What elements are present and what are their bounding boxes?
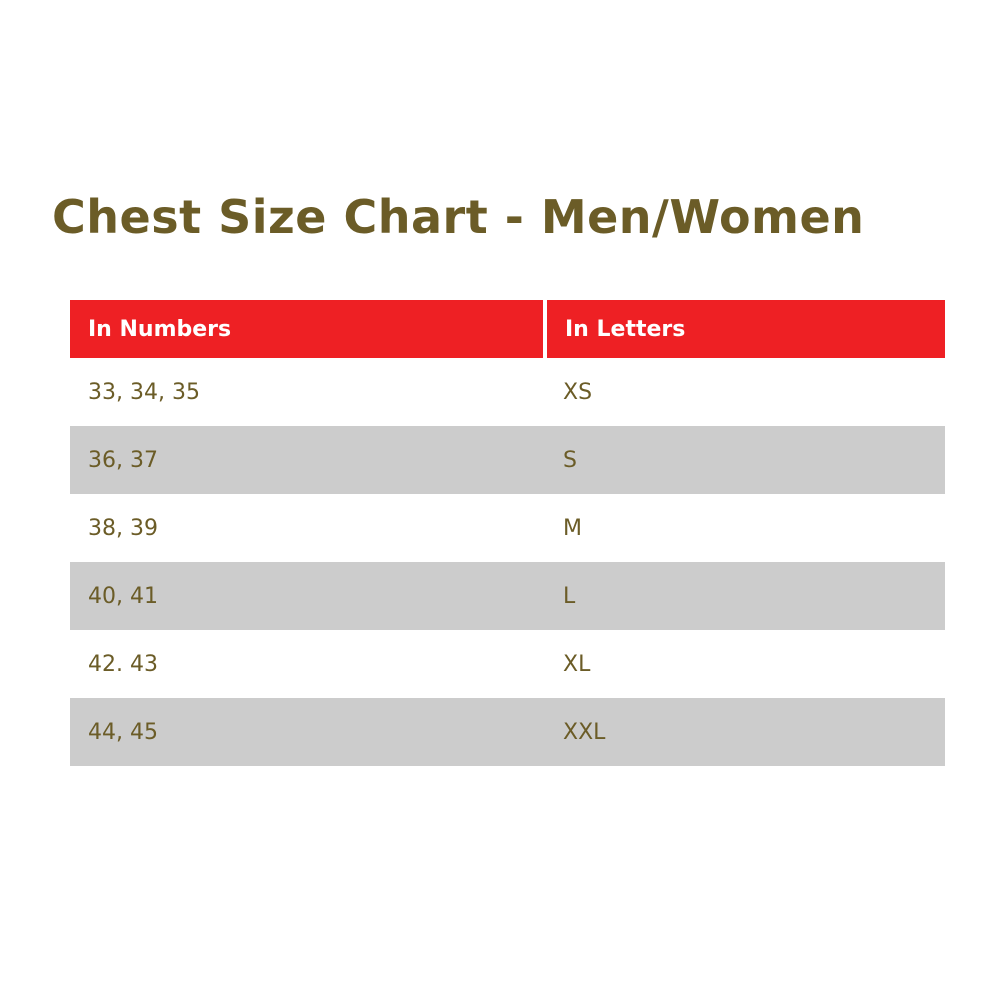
table-row <box>70 494 945 562</box>
table-row <box>70 630 945 698</box>
cell-letters: M <box>545 494 945 562</box>
cell-numbers: 44, 45 <box>70 698 545 766</box>
table-header-row <box>70 300 945 358</box>
cell-letters: XXL <box>545 698 945 766</box>
cell-numbers: 36, 37 <box>70 426 545 494</box>
column-header-in-letters: In Letters <box>545 300 945 358</box>
chest-size-table <box>70 300 945 766</box>
column-header-in-numbers: In Numbers <box>70 300 545 358</box>
cell-numbers: 40, 41 <box>70 562 545 630</box>
table-row <box>70 562 945 630</box>
table-row <box>70 698 945 766</box>
table-header <box>70 300 945 358</box>
table-row <box>70 358 945 426</box>
cell-letters: L <box>545 562 945 630</box>
cell-letters: S <box>545 426 945 494</box>
cell-numbers: 33, 34, 35 <box>70 358 545 426</box>
cell-numbers: 38, 39 <box>70 494 545 562</box>
cell-letters: XS <box>545 358 945 426</box>
page-title: Chest Size Chart - Men/Women <box>52 190 865 244</box>
table-row <box>70 426 945 494</box>
cell-letters: XL <box>545 630 945 698</box>
cell-numbers: 42. 43 <box>70 630 545 698</box>
table-body <box>70 358 945 766</box>
